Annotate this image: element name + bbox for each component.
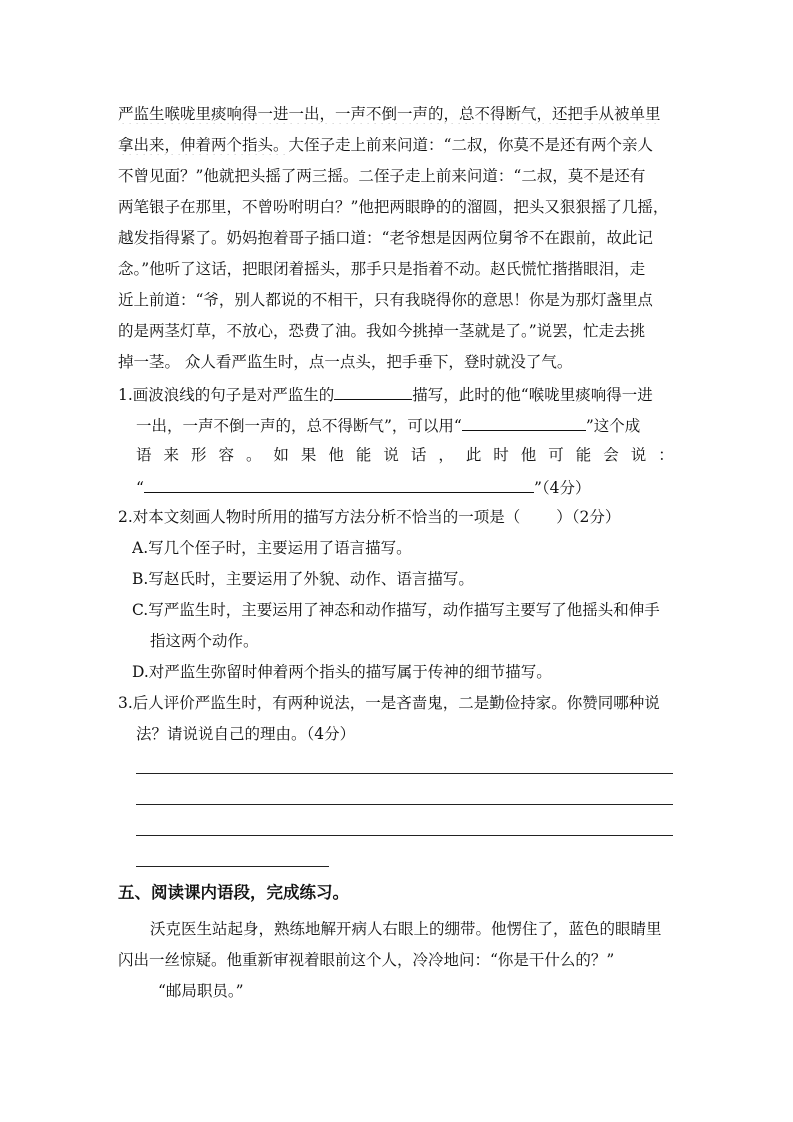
answer-line-4[interactable] bbox=[136, 866, 329, 867]
q1-line-4: “ ”（4分） bbox=[136, 476, 674, 498]
passage-line-5: 越发指得紧了。奶妈抱着哥子插口道：“老爷想是因两位舅爷不在跟前，故此记 bbox=[118, 229, 653, 247]
q1-line-3-char: 。 bbox=[245, 446, 262, 464]
passage-line-3: 不曾见面？”他就把头摇了两三摇。二侄子走上前来问道：“二叔，莫不是还有 bbox=[118, 167, 646, 185]
passage-line-9: 掉一茎。 众人看严监生时，点一点头，把手垂下，登时就没了气。 bbox=[118, 353, 573, 371]
q1-line-2: 一出，一声不倒一声的，总不得断气”，可以用“ ”这个成 bbox=[136, 414, 674, 436]
section-5-paragraph-2: “邮局职员。” bbox=[158, 982, 244, 1000]
q1-line-3-char: 他 bbox=[328, 446, 344, 464]
passage-line-2: 拿出来，伸着两个指头。大侄子走上前来问道：“二叔，你莫不是还有两个亲人 bbox=[118, 136, 653, 154]
q1-line-3-char: 会 bbox=[603, 446, 619, 464]
q1-line-3-char: 时 bbox=[493, 446, 509, 464]
q1-line-3-char: 语 bbox=[136, 446, 152, 464]
wavy-underlined-sentence: 严监生喉咙里痰响得一进一出，一声不倒一声的，总不得断气，还把手从被单里 bbox=[118, 105, 661, 123]
q1-line-3-char: 说 bbox=[383, 446, 399, 464]
q1-line-1: 1.画波浪线的句子是对严监生的 描写，此时的他“喉咙里痰响得一进 bbox=[118, 383, 674, 405]
passage-line-6: 念。”他听了这话，把眼闭着摇头，那手只是指着不动。赵氏慌忙揩揩眼泪，走 bbox=[118, 260, 646, 278]
q2-option-b: B.写赵氏时，主要运用了外貌、动作、语言描写。 bbox=[132, 570, 474, 588]
q1-blank-idiom[interactable] bbox=[462, 414, 586, 431]
q2-option-c-line-1: C.写严监生时，主要运用了神态和动作描写，动作描写主要写了他摇头和伸手 bbox=[132, 601, 660, 619]
q2-option-c-line-2: 指这两个动作。 bbox=[150, 632, 259, 650]
q1-line-3-char: 能 bbox=[355, 446, 372, 464]
q2-option-a: A.写几个侄子时，主要运用了语言描写。 bbox=[132, 539, 412, 557]
q1-line-3-char: 果 bbox=[300, 446, 317, 464]
section-5-paragraph-1-line-1: 沃克医生站起身，熟练地解开病人右眼上的绷带。他愣住了，蓝色的眼睛里 bbox=[150, 920, 662, 938]
passage-line-8: 的是两茎灯草，不放心，恐费了油。我如今挑掉一茎就是了。”说罢，忙走去挑 bbox=[118, 322, 646, 340]
section-5-heading: 五、阅读课内语段，完成练习。 bbox=[118, 883, 349, 902]
q1-line-3-char: ， bbox=[438, 446, 454, 464]
section-5-paragraph-1-line-2: 闪出一丝惊疑。他重新审视着眼前这个人，冷冷地问：“你是干什么的？” bbox=[118, 951, 615, 969]
q1-line-3-char: 话 bbox=[410, 446, 427, 464]
passage-line-4: 两笔银子在那里，不曾吩咐明白？”他把两眼睁的的溜圆，把头又狠狠摇了几摇， bbox=[118, 198, 669, 216]
q1-line-3-char: 容 bbox=[218, 446, 234, 464]
answer-line-3[interactable] bbox=[136, 835, 673, 836]
q2-option-d: D.对严监生弥留时伸着两个指头的描写属于传神的细节描写。 bbox=[132, 663, 552, 681]
q1-line-3 bbox=[136, 445, 674, 465]
q1-line-3-char: ： bbox=[658, 446, 674, 464]
q3-line-2: 法？请说说自己的理由。（4分） bbox=[136, 725, 356, 743]
q1-blank-description[interactable] bbox=[334, 383, 412, 400]
q1-blank-speech[interactable] bbox=[144, 476, 534, 493]
passage-line-7: 近上前道：“爷，别人都说的不相干，只有我晓得你的意思！你是为那灯盏里点 bbox=[118, 291, 653, 309]
q3-line-1: 3.后人评价严监生时，有两种说法，一是吝啬鬼，二是勤俭持家。你赞同哪种说 bbox=[118, 694, 660, 712]
q1-line-3-char: 形 bbox=[190, 446, 207, 464]
q1-line-3-char: 他 bbox=[520, 446, 537, 464]
q1-line-3-char: 可 bbox=[548, 446, 564, 464]
q1-line-3-char: 来 bbox=[163, 446, 179, 464]
q1-line-3-char: 如 bbox=[273, 446, 289, 464]
q2-stem: 2.对本文刻画人物时所用的描写方法分析不恰当的一项是（ ）（2分） bbox=[118, 508, 621, 526]
answer-line-1[interactable] bbox=[136, 773, 673, 774]
q1-line-3-char: 能 bbox=[575, 446, 592, 464]
q1-line-3-char: 此 bbox=[465, 446, 482, 464]
wavy-underlined-sentence-end: 拿出来，伸着两个指头。 bbox=[118, 136, 289, 154]
q1-line-3-char: 说 bbox=[630, 446, 647, 464]
passage-line-1 bbox=[118, 104, 674, 124]
answer-line-2[interactable] bbox=[136, 804, 673, 805]
